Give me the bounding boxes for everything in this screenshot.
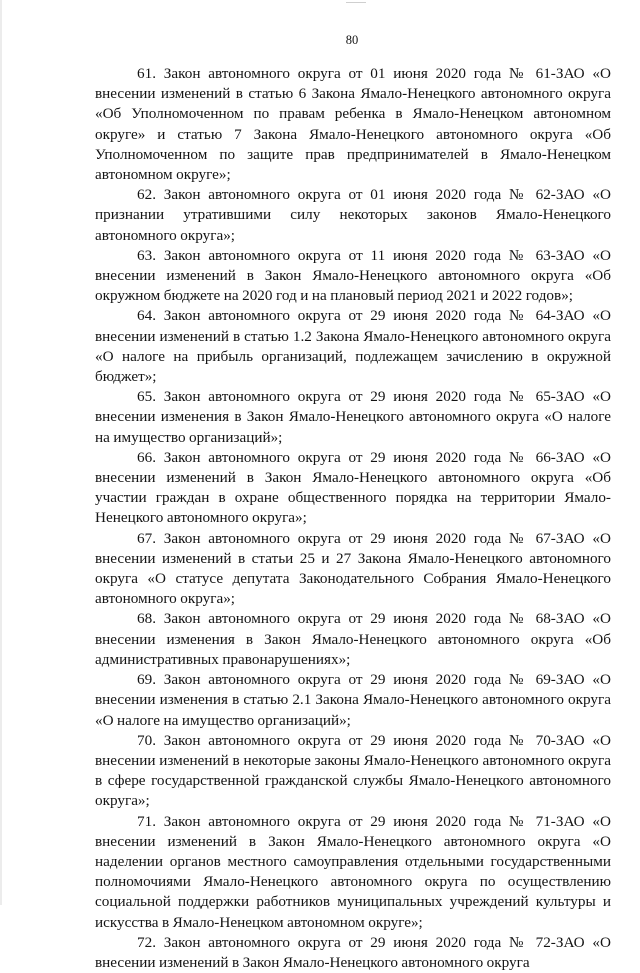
page-number: 80 xyxy=(345,33,359,47)
law-item-69: 69. Закон автономного округа от 29 июня 2020 года № 69-ЗАО «О внесении изменения в статью 2.1 Закона Ямало-Ненецкого автономного округа «О налоге на имущество организаций»; xyxy=(95,671,611,729)
law-item-72: 72. Закон автономного округа от 29 июня 2020 года № 72-ЗАО «О внесении изменений в Закон Ямало-Ненецкого автономного округа xyxy=(95,933,611,971)
scan-edge xyxy=(0,0,2,905)
law-item-64: 64. Закон автономного округа от 29 июня 2020 года № 64-ЗАО «О внесении изменений в статью 1.2 Закона Ямало-Ненецкого автономного округа «О налоге на прибыль организаций, подлежащем зачислению в окружной бюджет»; xyxy=(95,307,611,386)
law-item-62: 62. Закон автономного округа от 01 июня 2020 года № 62-ЗАО «О признании утратившими силу некоторых законов Ямало-Ненецкого автономного округа»; xyxy=(95,186,611,244)
law-item-70: 70. Закон автономного округа от 29 июня 2020 года № 70-ЗАО «О внесении изменений в некоторые законы Ямало-Ненецкого автономного округа в сфере государственной гражданской службы Ямало-Ненецкого автономного округа»; xyxy=(95,731,611,810)
law-item-68: 68. Закон автономного округа от 29 июня 2020 года № 68-ЗАО «О внесении изменения в Закон Ямало-Ненецкого автономного округа «Об административных правонарушениях»; xyxy=(95,610,611,668)
law-list xyxy=(95,64,611,973)
law-item-67: 67. Закон автономного округа от 29 июня 2020 года № 67-ЗАО «О внесении изменений в статьи 25 и 27 Закона Ямало-Ненецкого автономного округа «О статусе депутата Законодательного Собрания Ямало-Ненецкого автономного округа»; xyxy=(95,529,611,608)
law-item-66: 66. Закон автономного округа от 29 июня 2020 года № 66-ЗАО «О внесении изменений в Закон Ямало-Ненецкого автономного округа «Об участии граждан в охране общественного порядка на территории Ямало-Ненецкого автономного округа»; xyxy=(95,448,611,527)
scan-mark xyxy=(346,2,366,3)
law-item-63: 63. Закон автономного округа от 11 июня 2020 года № 63-ЗАО «О внесении изменений в Закон Ямало-Ненецкого автономного округа «Об окружном бюджете на 2020 год и на плановый период 2021 и 2022 годов»; xyxy=(95,246,611,305)
law-item-65: 65. Закон автономного округа от 29 июня 2020 года № 65-ЗАО «О внесении изменения в Закон Ямало-Ненецкого автономного округа «О налоге на имущество организаций»; xyxy=(95,388,611,446)
law-item-61: 61. Закон автономного округа от 01 июня 2020 года № 61-ЗАО «О внесении изменений в статью 6 Закона Ямало-Ненецкого автономного округа «Об Уполномоченном по правам ребенка в Ямало-Ненецком автономном округе» и статью 7 Закона Ямало-Ненецкого автономного округа «Об Уполномоченном по защите прав предпринимателей в Ямало-Ненецком автономном округе»; xyxy=(95,65,611,184)
law-item-71: 71. Закон автономного округа от 29 июня 2020 года № 71-ЗАО «О внесении изменений в Закон Ямало-Ненецкого автономного округа «О наделении органов местного самоуправления отдельными государственными полномочиями Ямало-Ненецкого автономного округа по осуществлению социальной поддержки работников муниципальных учреждений культуры и искусства в Ямало-Ненецком автономном округе»; xyxy=(95,812,611,931)
